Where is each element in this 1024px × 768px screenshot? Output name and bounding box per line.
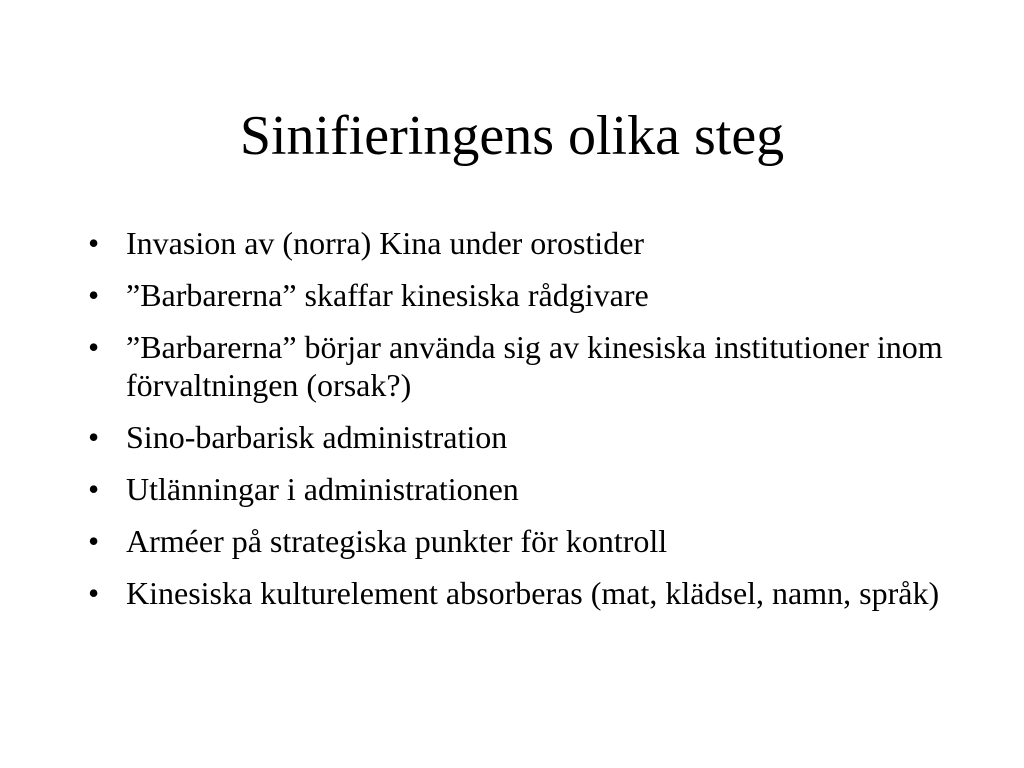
bullet-text: Utlänningar i administrationen xyxy=(126,471,519,507)
bullet-icon: • xyxy=(88,523,100,559)
list-item xyxy=(88,522,948,560)
bullet-icon: • xyxy=(88,225,100,261)
list-item xyxy=(88,418,948,456)
list-item xyxy=(88,574,948,612)
list-item xyxy=(88,276,948,314)
bullet-text: ”Barbarerna” börjar använda sig av kinesiska institutioner inom förvaltningen (orsak?) xyxy=(126,329,943,403)
slide-title: Sinifieringens olika steg xyxy=(239,105,785,167)
bullet-text: Arméer på strategiska punkter för kontroll xyxy=(126,523,668,559)
bullet-icon: • xyxy=(88,277,100,313)
bullet-text: ”Barbarerna” skaffar kinesiska rådgivare xyxy=(126,277,649,313)
bullet-text: Kinesiska kulturelement absorberas (mat, klädsel, namn, språk) xyxy=(126,575,940,611)
bullet-list xyxy=(88,224,948,626)
bullet-icon: • xyxy=(88,471,100,507)
bullet-icon: • xyxy=(88,329,100,365)
bullet-icon: • xyxy=(88,419,100,455)
list-item xyxy=(88,224,948,262)
list-item xyxy=(88,470,948,508)
bullet-icon: • xyxy=(88,575,100,611)
bullet-text: Sino-barbarisk administration xyxy=(126,419,508,455)
list-item xyxy=(88,328,948,404)
bullet-text: Invasion av (norra) Kina under orostider xyxy=(126,225,645,261)
